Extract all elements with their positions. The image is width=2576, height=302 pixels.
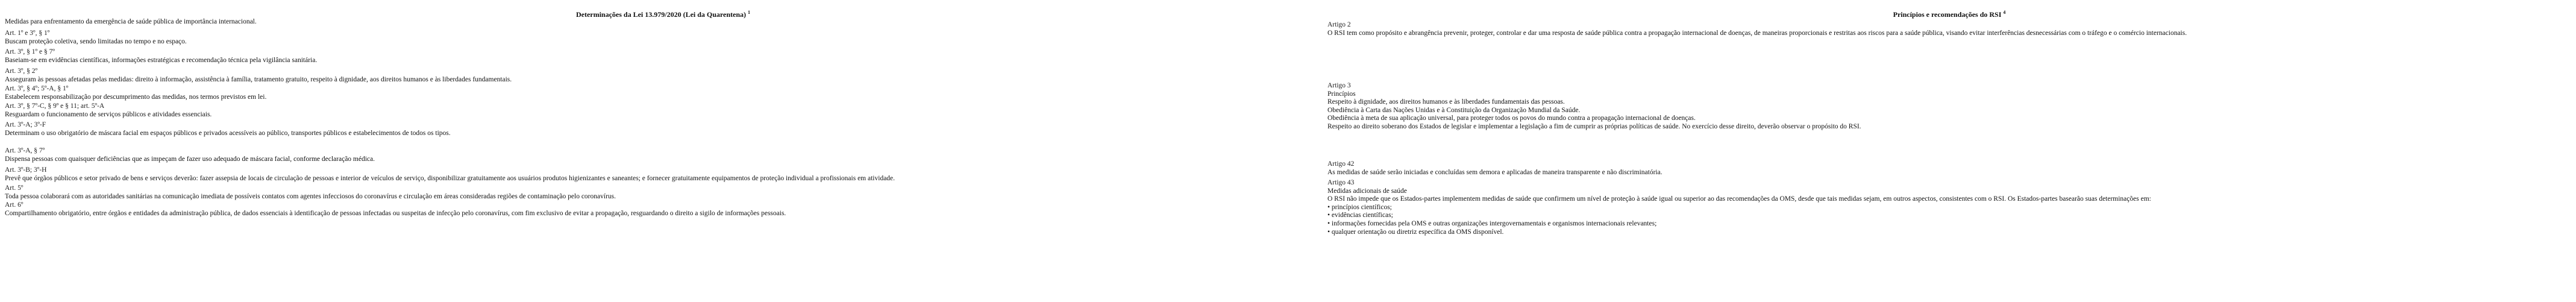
- right-block-line: O RSI tem como propósito e abrangência prevenir, proteger, controlar e dar uma resposta de saúde pública contra a propagação internacional de doenças, de maneiras proporcionais e restritas aos riscos para a saúde pública, visando evitar interferências desnecessárias com o tráfego e o comércio internacionais.: [1327, 29, 2187, 37]
- left-row-ref: Art. 3º-B; 3º-H: [5, 166, 47, 174]
- right-block-line: Princípios: [1327, 90, 1356, 98]
- right-block-bullet: • qualquer orientação ou diretriz específica da OMS disponível.: [1327, 228, 2571, 237]
- left-row-text: Buscam proteção coletiva, sendo limitadas no tempo e no espaço.: [5, 37, 187, 45]
- right-block-bullet: • princípios científicos;: [1327, 204, 2571, 212]
- right-column-title: [1327, 0, 2571, 18]
- right-block-artigo-3: [1327, 82, 2571, 131]
- right-block-ref: Artigo 3: [1327, 82, 1351, 89]
- left-row: [5, 48, 1321, 64]
- left-column-title-note: 1: [748, 10, 751, 15]
- right-block-line: O RSI não impede que os Estados-partes implementem medidas de saúde que confirmem um nível de proteção à saúde igual ou superior ao das recomendações da OMS, desde que tais medidas sejam, em outros aspectos, consistentes com o RSI. Os Estados-partes basearão suas determinações em:: [1327, 195, 2151, 203]
- left-row-ref: Art. 3º, § 1º e § 7º: [5, 48, 55, 55]
- left-row: [5, 68, 1321, 84]
- left-row-text: Determinam o uso obrigatório de máscara facial em espaços públicos e privados acessíveis ao público, transportes públicos e estabelecimentos de todos os tipos.: [5, 129, 451, 137]
- right-block-bullet: • evidências científicas;: [1327, 212, 2571, 220]
- left-row-ref: Art. 3º, § 7º-C, § 9º e § 11; art. 5º-A: [5, 102, 105, 110]
- left-row: [5, 201, 1321, 218]
- left-row-ref: Art. 3º-A; 3º-F: [5, 121, 46, 128]
- right-block-line: Respeito ao direito soberano dos Estados de legislar e implementar a legislação a fim de cumprir as próprias políticas de saúde. No exercício desse direito, deverão observar o propósito do RSI.: [1327, 122, 1861, 130]
- left-row-text: Prevê que órgãos públicos e setor privado de bens e serviços deverão: fazer assepsia de locais de circulação de pessoas e interior de veículos de serviço, disponibilizar gratuitamente aos usuários produtos higienizantes e saneantes; e fornecer gratuitamente equipamentos de proteção individual a profissionais em atividade.: [5, 174, 895, 182]
- left-row-text: Dispensa pessoas com quaisquer deficiências que as impeçam de fazer uso adequado de máscara facial, conforme declaração médica.: [5, 155, 375, 163]
- left-row-text: Compartilhamento obrigatório, entre órgãos e entidades da administração pública, de dados essenciais à identificação de pessoas infectadas ou suspeitas de infecção pelo coronavírus, com fim exclusivo de evitar a propagação, resguardando o direito a sigilo de informações pessoais.: [5, 209, 786, 217]
- right-block-ref: Artigo 42: [1327, 160, 1355, 168]
- left-row-text: Medidas para enfrentamento da emergência de saúde pública de importância internacional.: [5, 18, 257, 25]
- left-row: [5, 147, 1321, 163]
- right-block-ref: Artigo 2: [1327, 21, 1351, 28]
- left-row-intro: [5, 18, 1321, 27]
- left-row: [5, 85, 1321, 101]
- right-column: [1327, 0, 2571, 236]
- left-column-title: [5, 0, 1321, 18]
- right-block-artigo-2: [1327, 21, 2571, 37]
- left-row-ref: Art. 6º: [5, 201, 24, 209]
- right-block-line: Obediência à meta de sua aplicação universal, para proteger todos os povos do mundo contra a propagação internacional de doenças.: [1327, 115, 1696, 122]
- right-block-artigo-42: [1327, 160, 2571, 177]
- right-block-line: Respeito à dignidade, aos direitos humanos e às liberdades fundamentais das pessoas.: [1327, 98, 1565, 106]
- right-block-artigo-43: [1327, 179, 2571, 236]
- right-block-ref: Artigo 43: [1327, 179, 1355, 186]
- right-block-line: Medidas adicionais de saúde: [1327, 187, 1407, 195]
- left-row: [5, 166, 1321, 183]
- left-row: [5, 121, 1321, 137]
- right-block-line: Obediência à Carta das Nações Unidas e à Constituição da Organização Mundial da Saúde.: [1327, 106, 1581, 114]
- left-column: [5, 0, 1321, 217]
- left-row-text: Estabelecem responsabilização por descumprimento das medidas, nos termos previstos em lei.: [5, 93, 267, 101]
- left-row-ref: Art. 3º-A, § 7º: [5, 147, 45, 154]
- left-column-title-text: Determinações da Lei 13.979/2020 (Lei da Quarentena): [575, 10, 747, 19]
- right-column-title-text: Princípios e recomendações do RSI: [1893, 10, 2002, 19]
- left-row-ref: Art. 5º: [5, 184, 24, 192]
- left-row-ref: Art. 1º e 3º, § 1º: [5, 30, 50, 37]
- left-row-text: Baseiam-se em evidências científicas, informações estratégicas e recomendação técnica pela vigilância sanitária.: [5, 56, 318, 64]
- left-row: [5, 102, 1321, 119]
- right-block-line: As medidas de saúde serão iniciadas e concluídas sem demora e aplicadas de maneira transparente e não discriminatória.: [1327, 168, 1662, 176]
- left-row-text: Asseguram às pessoas afetadas pelas medidas: direito à informação, assistência à família, tratamento gratuito, respeito à dignidade, aos direitos humanos e às liberdades fundamentais.: [5, 75, 512, 83]
- right-column-title-note: 4: [2003, 10, 2006, 15]
- left-row-ref: Art. 3º, § 4º; 5º-A, § 1º: [5, 85, 69, 92]
- left-row-text: Resguardam o funcionamento de serviços públicos e atividades essenciais.: [5, 110, 212, 118]
- left-row: [5, 184, 1321, 201]
- left-row-text: Toda pessoa colaborará com as autoridades sanitárias na comunicação imediata de possíveis contatos com agentes infecciosos do coronavírus e circulação em áreas consideradas regiões de contaminação pelo coronavírus.: [5, 192, 616, 200]
- right-block-bullet: • informações fornecidas pela OMS e outras organizações intergovernamentais e organismos internacionais relevantes;: [1327, 220, 2571, 228]
- left-row: [5, 30, 1321, 46]
- left-row-ref: Art. 3º, § 2º: [5, 68, 38, 75]
